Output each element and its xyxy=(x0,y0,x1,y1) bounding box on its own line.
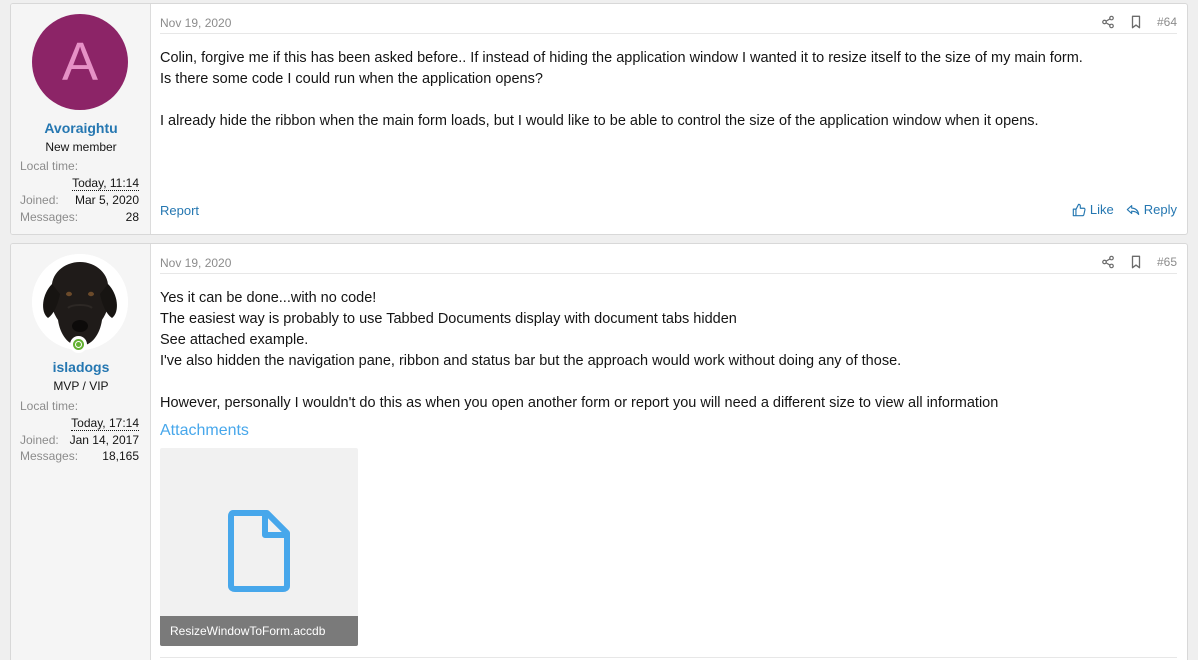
reply-button[interactable] xyxy=(1126,202,1177,217)
messages-value: 18,165 xyxy=(102,449,139,463)
attachments-heading: Attachments xyxy=(160,422,249,439)
username-link[interactable]: isladogs xyxy=(52,359,110,375)
post-number-link[interactable]: #64 xyxy=(1156,15,1177,29)
post-header xyxy=(160,244,1177,274)
file-icon xyxy=(227,510,291,592)
bookmark-icon[interactable] xyxy=(1129,15,1143,29)
share-icon[interactable] xyxy=(1101,15,1115,29)
post-65 xyxy=(10,243,1188,660)
like-label: Like xyxy=(1089,202,1114,217)
user-cell xyxy=(11,244,151,660)
attachment-filename[interactable]: ResizeWindowToForm.accdb xyxy=(160,616,358,646)
report-link[interactable]: Report xyxy=(160,203,200,218)
header-tools xyxy=(1101,14,1177,30)
post-body xyxy=(160,288,1177,414)
messages-label: Messages: xyxy=(20,210,79,224)
post-content xyxy=(160,4,1177,234)
user-cell xyxy=(11,4,151,234)
local-time-label: Local time: xyxy=(20,399,79,413)
like-button[interactable] xyxy=(1072,202,1114,217)
joined-value: Mar 5, 2020 xyxy=(74,193,139,207)
post-actions xyxy=(1072,202,1177,217)
local-time-value: Today, 11:14 xyxy=(72,176,139,190)
joined-value: Jan 14, 2017 xyxy=(69,433,139,447)
body-line: I've also hidden the navigation pane, ribbon and status bar but the approach would work without doing any of those. xyxy=(160,353,902,369)
post-number-link[interactable]: #65 xyxy=(1156,255,1177,269)
header-tools xyxy=(1101,254,1177,270)
messages-label: Messages: xyxy=(20,449,79,463)
reply-icon xyxy=(1126,203,1140,217)
user-title: New member xyxy=(45,140,117,154)
thumbs-up-icon xyxy=(1072,203,1086,217)
reply-label: Reply xyxy=(1143,202,1177,217)
body-line: Yes it can be done...with no code! xyxy=(160,290,377,306)
body-line: The easiest way is probably to use Tabbed Documents display with document tabs hidden xyxy=(160,311,737,327)
post-header xyxy=(160,4,1177,34)
body-line: I already hide the ribbon when the main form loads, but I would like to be able to control the size of the application window when it opens. xyxy=(160,113,1039,129)
messages-value: 28 xyxy=(125,210,139,224)
username-link[interactable]: Avoraightu xyxy=(44,120,118,136)
joined-label: Joined: xyxy=(20,433,59,447)
body-line: However, personally I wouldn't do this as when you open another form or report you will need a different size to view all information xyxy=(160,395,999,411)
user-title: MVP / VIP xyxy=(53,379,109,393)
post-footer xyxy=(160,202,1177,222)
bookmark-icon[interactable] xyxy=(1129,255,1143,269)
post-64 xyxy=(10,3,1188,235)
body-line: See attached example. xyxy=(160,332,309,348)
post-body xyxy=(160,48,1177,132)
online-status-icon xyxy=(70,336,87,353)
post-date[interactable]: Nov 19, 2020 xyxy=(160,16,232,30)
divider xyxy=(160,657,1177,658)
body-line: Colin, forgive me if this has been asked before.. If instead of hiding the application window I wanted it to resize itself to the size of my main form. xyxy=(160,50,1083,66)
attachment-card[interactable] xyxy=(160,448,358,646)
post-content xyxy=(160,244,1177,660)
body-line: Is there some code I could run when the application opens? xyxy=(160,71,543,87)
share-icon[interactable] xyxy=(1101,255,1115,269)
joined-label: Joined: xyxy=(20,193,59,207)
local-time-value: Today, 17:14 xyxy=(71,416,139,430)
post-date[interactable]: Nov 19, 2020 xyxy=(160,256,232,270)
avatar[interactable]: A xyxy=(32,14,128,110)
local-time-label: Local time: xyxy=(20,159,79,173)
